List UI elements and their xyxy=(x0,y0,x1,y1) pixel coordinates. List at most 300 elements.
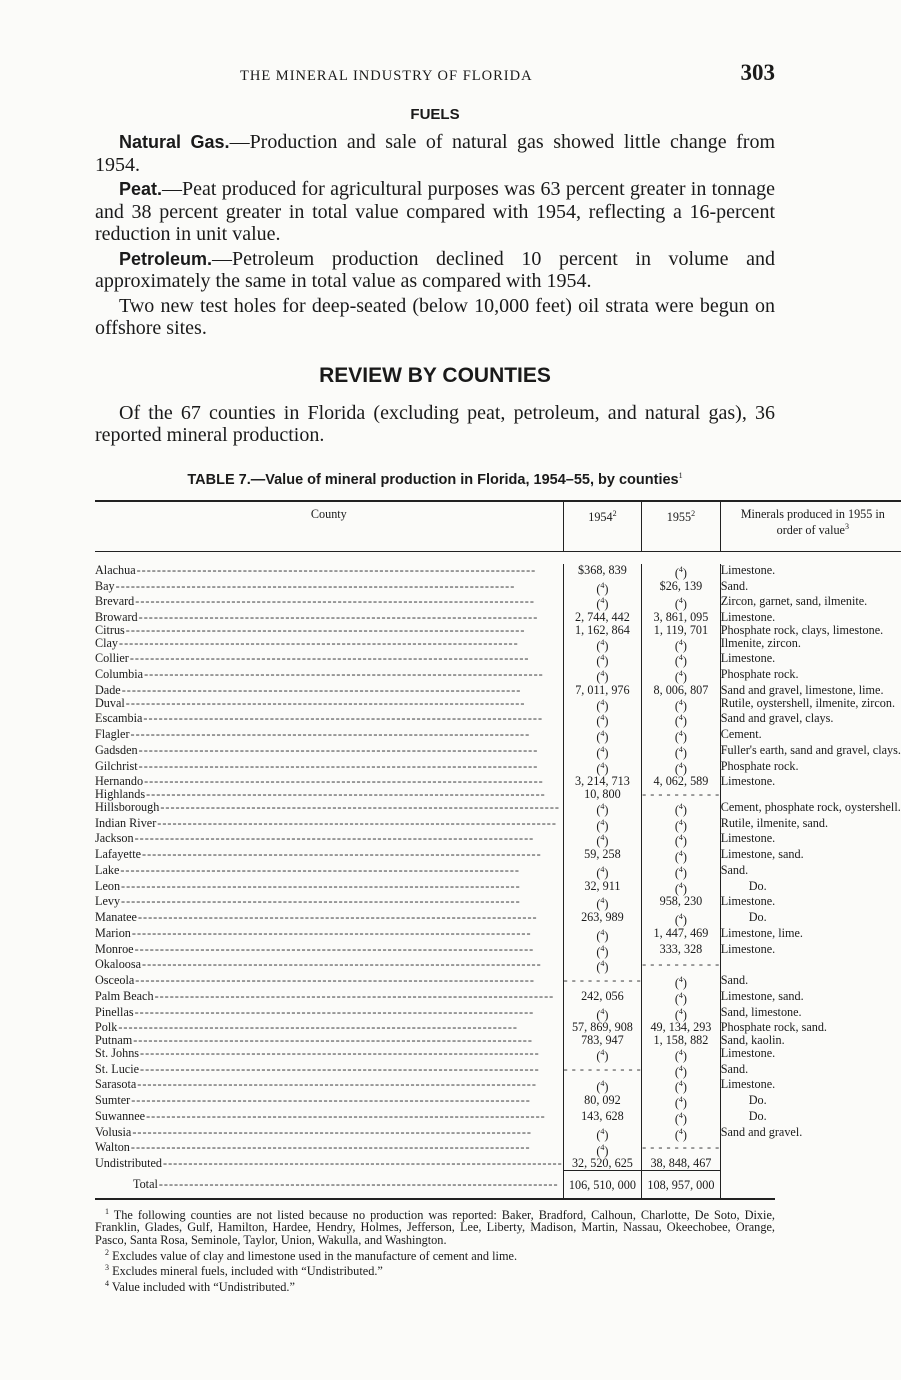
paragraph-text: —Production and sale of natural gas showed little change from 1954. xyxy=(95,131,775,176)
cell-1955: ($^4$) xyxy=(642,1094,721,1110)
cell-1954: ($^4$) xyxy=(563,817,642,833)
county-name: Suwannee xyxy=(95,1108,146,1123)
cell-county xyxy=(95,990,563,1006)
dot-leader xyxy=(159,1178,563,1191)
paragraph-text: —Petroleum production declined 10 percent in volume and approximately the same in total value as compared with 1954. xyxy=(95,247,775,292)
cell-1954: 7, 011, 976 xyxy=(563,684,642,697)
cell-minerals: Sand and gravel, limestone, lime. xyxy=(720,682,884,697)
table-row xyxy=(95,788,901,801)
dot-leader xyxy=(137,564,563,577)
dot-leader xyxy=(132,927,563,940)
cell-county xyxy=(95,760,563,776)
cell-1955: ($^4$) xyxy=(642,974,721,990)
table-row xyxy=(95,1047,901,1063)
cell-1955: ($^4$) xyxy=(642,744,721,760)
table-caption-label: TABLE 7. xyxy=(187,471,251,488)
cell-1955: ($^4$) xyxy=(642,880,721,896)
paragraph-text: —Peat produced for agricultural purposes was 63 percent greater in tonnage and 38 percent greater in total value compared with 1954, reflecting a 16-percent reduction in unit value. xyxy=(95,178,775,245)
dot-leader xyxy=(133,1034,562,1047)
cell-county xyxy=(95,1006,563,1022)
county-name: Manatee xyxy=(95,910,137,925)
cell-1954: ($^4$) xyxy=(563,712,642,728)
county-name: Levy xyxy=(95,894,121,909)
dot-leader xyxy=(121,880,563,893)
table-row xyxy=(95,848,901,864)
table-row xyxy=(95,801,901,817)
fuels-heading: FUELS xyxy=(410,106,460,123)
cell-county xyxy=(95,1094,563,1110)
dot-leader xyxy=(137,1078,562,1091)
cell-minerals: Limestone. xyxy=(720,894,776,909)
dot-leader xyxy=(116,580,563,593)
county-name: Escambia xyxy=(95,711,143,726)
page-number: 303 xyxy=(740,60,775,85)
fuels-paragraph xyxy=(95,178,775,246)
county-name: Hillsborough xyxy=(95,799,160,814)
dot-leader xyxy=(139,611,563,624)
empty-value-dashes: - - - - - - - - - - xyxy=(642,957,720,972)
empty-value-dashes: - - - - - - - - - - xyxy=(642,1140,720,1155)
cell-county xyxy=(95,637,563,653)
table-row xyxy=(95,832,901,848)
review-paragraph: Of the 67 counties in Florida (excluding peat, petroleum, and natural gas), 36 reported mineral production. xyxy=(95,401,775,446)
table-row xyxy=(95,974,901,990)
cell-minerals: Limestone. xyxy=(720,941,776,956)
cell-1954: ($^4$) xyxy=(563,595,642,611)
cell-minerals: Limestone, sand. xyxy=(720,988,804,1003)
cell-1955: 3, 861, 095 xyxy=(642,611,721,624)
cell-county xyxy=(95,611,563,624)
table-row xyxy=(95,712,901,728)
footnote-text: The following counties are not listed because no production was reported: Baker, Bradford, Calhoun, Charlotte, De Soto, Dixie, Franklin, Glades, Gulf, Hamilton, Hardee, Hendry, Holmes, Jefferson, Lee, Liberty, Madison, Martin, Nassau, Okeechobee, Orange, Pasco, Santa Rosa, Seminole, Taylor, Union, Wakulla, and Washington. xyxy=(95,1207,775,1247)
county-name: Gadsden xyxy=(95,742,138,757)
cell-1954: 783, 947 xyxy=(563,1034,642,1047)
cell-1954: 10, 800 xyxy=(563,788,642,801)
county-name: Putnam xyxy=(95,1033,133,1048)
page xyxy=(95,60,901,1294)
dot-leader xyxy=(140,1063,563,1076)
table-row xyxy=(95,864,901,880)
footnote xyxy=(95,1278,775,1294)
dot-leader xyxy=(139,760,563,773)
county-name: Leon xyxy=(95,878,121,893)
county-name: Marion xyxy=(95,925,131,940)
dot-leader xyxy=(122,684,563,697)
cell-county xyxy=(95,974,563,990)
cell-county xyxy=(95,895,563,911)
cell-county xyxy=(95,848,563,864)
cell-1954: 32, 911 xyxy=(563,880,642,896)
cell-county xyxy=(95,684,563,697)
fuels-body xyxy=(95,131,775,340)
county-value-table xyxy=(95,500,901,1197)
cell-minerals: Limestone. xyxy=(720,831,776,846)
table-row xyxy=(95,1034,901,1047)
table-row xyxy=(95,595,901,611)
cell-1954: 57, 869, 908 xyxy=(563,1021,642,1034)
cell-minerals: Sand. xyxy=(720,862,749,877)
cell-minerals: Limestone, lime. xyxy=(720,925,803,940)
cell-1955: $26, 139 xyxy=(642,580,721,596)
county-name: Volusia xyxy=(95,1124,132,1139)
cell-1955: ($^4$) xyxy=(642,728,721,744)
cell-1955: ($^4$) xyxy=(642,817,721,833)
total-1954: 106, 510, 000 xyxy=(563,1170,642,1197)
dot-leader xyxy=(143,712,562,725)
table-caption-text: —Value of mineral production in Florida, 1954–55, by counties xyxy=(250,471,679,488)
cell-county xyxy=(95,1141,563,1157)
total-minerals-empty xyxy=(720,1170,901,1197)
dot-leader xyxy=(132,1126,562,1139)
county-name: Broward xyxy=(95,610,138,625)
table-bottom-rule xyxy=(95,1198,775,1200)
cell-minerals: Limestone. xyxy=(720,1045,776,1060)
cell-1955: 958, 230 xyxy=(642,895,721,911)
total-label: Total xyxy=(133,1177,158,1192)
cell-county xyxy=(95,958,563,974)
empty-value-dashes: - - - - - - - - - - xyxy=(563,1061,642,1076)
cell-1954: 263, 989 xyxy=(563,911,642,927)
cell-1954 xyxy=(563,1063,642,1079)
paragraph-lead: Petroleum. xyxy=(119,248,213,269)
cell-1954 xyxy=(563,974,642,990)
footnote xyxy=(95,1247,775,1263)
cell-minerals: Sand. xyxy=(720,578,749,593)
county-name: St. Johns xyxy=(95,1045,140,1060)
cell-minerals: Limestone. xyxy=(720,651,776,666)
table-body xyxy=(95,551,901,1197)
county-name: Brevard xyxy=(95,594,135,609)
table-row xyxy=(95,760,901,776)
cell-1955: 8, 006, 807 xyxy=(642,684,721,697)
dot-leader xyxy=(135,832,563,845)
cell-1955: ($^4$) xyxy=(642,760,721,776)
empty-value-dashes: - - - - - - - - - - xyxy=(642,787,720,802)
cell-1954: 3, 214, 713 xyxy=(563,775,642,788)
footnote-mark: 3 xyxy=(105,1263,109,1273)
table-row xyxy=(95,652,901,668)
dot-leader xyxy=(135,943,563,956)
header-county: County xyxy=(95,501,563,551)
table-row xyxy=(95,927,901,943)
cell-1955: ($^4$) xyxy=(642,864,721,880)
cell-county xyxy=(95,712,563,728)
table-row xyxy=(95,1126,901,1142)
cell-minerals: Do. xyxy=(748,910,767,925)
cell-1954: ($^4$) xyxy=(563,728,642,744)
running-title: THE MINERAL INDUSTRY OF FLORIDA xyxy=(240,68,533,84)
cell-1955: ($^4$) xyxy=(642,595,721,611)
cell-1955: ($^4$) xyxy=(642,1110,721,1126)
cell-1955: ($^4$) xyxy=(642,637,721,653)
table-row xyxy=(95,911,901,927)
cell-1954: ($^4$) xyxy=(563,832,642,848)
cell-1954: ($^4$) xyxy=(563,895,642,911)
cell-1955: ($^4$) xyxy=(642,652,721,668)
county-name: Monroe xyxy=(95,941,134,956)
dot-leader xyxy=(126,624,563,637)
cell-minerals: Sand and gravel. xyxy=(720,1124,803,1139)
table-row xyxy=(95,637,901,653)
cell-total-label xyxy=(95,1170,563,1197)
cell-1954: ($^4$) xyxy=(563,1006,642,1022)
dot-leader xyxy=(139,744,563,757)
table-row xyxy=(95,943,901,959)
cell-county xyxy=(95,624,563,637)
dot-leader xyxy=(135,974,562,987)
cell-1954: ($^4$) xyxy=(563,580,642,596)
cell-1955: ($^4$) xyxy=(642,848,721,864)
dot-leader xyxy=(135,1006,563,1019)
table-row xyxy=(95,1110,901,1126)
footnote-mark: 2 xyxy=(105,1247,109,1257)
table-row xyxy=(95,1141,901,1157)
cell-1954: 2, 744, 442 xyxy=(563,611,642,624)
cell-county xyxy=(95,801,563,817)
cell-minerals: Cement. xyxy=(720,727,762,742)
table-row xyxy=(95,1063,901,1079)
cell-1955: ($^4$) xyxy=(642,1078,721,1094)
cell-1955: ($^4$) xyxy=(642,801,721,817)
county-name: Pinellas xyxy=(95,1004,134,1019)
cell-1955: 1, 158, 882 xyxy=(642,1034,721,1047)
footnote-text: Excludes value of clay and limestone used in the manufacture of cement and lime. xyxy=(112,1248,518,1263)
cell-county xyxy=(95,728,563,744)
county-name: Lafayette xyxy=(95,847,142,862)
cell-minerals: Sand. xyxy=(720,1061,749,1076)
footnotes xyxy=(95,1206,775,1294)
cell-1955: 1, 447, 469 xyxy=(642,927,721,943)
cell-1954: ($^4$) xyxy=(563,1126,642,1142)
dot-leader xyxy=(131,728,563,741)
table-row xyxy=(95,580,901,596)
table-row xyxy=(95,1157,901,1170)
cell-county xyxy=(95,927,563,943)
cell-1954: ($^4$) xyxy=(563,637,642,653)
cell-1954: 143, 628 xyxy=(563,1110,642,1126)
table-total-row xyxy=(95,1170,901,1197)
cell-1954: ($^4$) xyxy=(563,697,642,713)
cell-1954: 80, 092 xyxy=(563,1094,642,1110)
table-header-row xyxy=(95,501,901,551)
county-name: Bay xyxy=(95,578,115,593)
paragraph-text: Two new test holes for deep-seated (below 10,000 feet) oil strata were begun on offshore sites. xyxy=(95,294,775,339)
table-row xyxy=(95,744,901,760)
county-name: Hernando xyxy=(95,774,144,789)
cell-county xyxy=(95,652,563,668)
county-name: Gilchrist xyxy=(95,758,138,773)
county-name: Indian River xyxy=(95,815,157,830)
cell-county xyxy=(95,668,563,684)
cell-county xyxy=(95,880,563,896)
dot-leader xyxy=(119,637,563,650)
cell-county xyxy=(95,788,563,801)
table-row xyxy=(95,880,901,896)
cell-1955: ($^4$) xyxy=(642,990,721,1006)
cell-minerals xyxy=(720,1141,901,1157)
cell-1954: $368, 839 xyxy=(563,564,642,580)
cell-county xyxy=(95,1157,563,1170)
dot-leader xyxy=(138,911,563,924)
cell-1955: ($^4$) xyxy=(642,564,721,580)
cell-minerals: Rutile, oystershell, ilmenite, zircon. xyxy=(720,695,895,710)
county-name: Alachua xyxy=(95,562,136,577)
footnote-text: Value included with “Undistributed.” xyxy=(111,1279,295,1294)
county-name: Sumter xyxy=(95,1093,131,1108)
cell-county xyxy=(95,595,563,611)
county-name: Highlands xyxy=(95,787,146,802)
dot-leader xyxy=(140,1047,563,1060)
county-name: Lake xyxy=(95,862,120,877)
cell-minerals: Limestone, sand. xyxy=(720,847,804,862)
table-row xyxy=(95,1006,901,1022)
county-name: Palm Beach xyxy=(95,988,154,1003)
cell-1955: ($^4$) xyxy=(642,832,721,848)
table-row xyxy=(95,1078,901,1094)
cell-minerals xyxy=(720,1157,901,1170)
cell-1954: 242, 056 xyxy=(563,990,642,1006)
cell-minerals: Cement, phosphate rock, oystershell. xyxy=(720,799,901,814)
cell-minerals: Limestone. xyxy=(720,774,776,789)
county-name: Walton xyxy=(95,1140,130,1155)
table-row xyxy=(95,817,901,833)
dot-leader xyxy=(131,1094,562,1107)
header-1954: 1954$^2$ xyxy=(563,501,642,551)
dot-leader xyxy=(144,668,563,681)
cell-1955: 333, 328 xyxy=(642,943,721,959)
fuels-paragraph xyxy=(95,248,775,293)
table-row xyxy=(95,728,901,744)
cell-minerals: Do. xyxy=(748,878,767,893)
cell-minerals: Rutile, ilmenite, sand. xyxy=(720,815,828,830)
county-name: Columbia xyxy=(95,667,144,682)
table-caption xyxy=(95,471,775,489)
fuels-paragraph xyxy=(95,131,775,176)
table-caption-note: 1 xyxy=(678,470,683,480)
fuels-paragraph xyxy=(95,295,775,340)
table-row xyxy=(95,990,901,1006)
dot-leader xyxy=(163,1157,563,1170)
cell-county xyxy=(95,1034,563,1047)
table-row xyxy=(95,684,901,697)
cell-1954: ($^4$) xyxy=(563,1078,642,1094)
cell-minerals: Phosphate rock. xyxy=(720,758,799,773)
footnote-mark: 1 xyxy=(105,1206,109,1216)
cell-1955: 1, 119, 701 xyxy=(642,624,721,637)
cell-minerals: Limestone. xyxy=(720,562,776,577)
cell-minerals: Do. xyxy=(748,1093,767,1108)
dot-leader xyxy=(142,848,563,861)
header-minerals: Minerals produced in 1955 in order of value$^3$ xyxy=(720,501,901,551)
table-row xyxy=(95,624,901,637)
cell-1954: 1, 162, 864 xyxy=(563,624,642,637)
table-row xyxy=(95,697,901,713)
cell-county xyxy=(95,564,563,580)
county-name: Clay xyxy=(95,635,119,650)
cell-county xyxy=(95,943,563,959)
cell-county xyxy=(95,1063,563,1079)
cell-minerals xyxy=(720,958,901,974)
cell-minerals xyxy=(720,788,901,801)
empty-value-dashes: - - - - - - - - - - xyxy=(563,973,642,988)
dot-leader xyxy=(146,1110,563,1123)
cell-1955 xyxy=(642,788,721,801)
cell-county xyxy=(95,911,563,927)
footnote-mark: 4 xyxy=(105,1278,109,1288)
county-name: Collier xyxy=(95,651,129,666)
cell-1955: ($^4$) xyxy=(642,1126,721,1142)
dot-leader xyxy=(131,1141,563,1154)
cell-minerals: Phosphate rock, clays, limestone. xyxy=(720,622,884,637)
table-row xyxy=(95,668,901,684)
cell-county xyxy=(95,817,563,833)
cell-1955: 4, 062, 589 xyxy=(642,775,721,788)
cell-minerals: Sand, limestone. xyxy=(720,1004,802,1019)
county-name: Dade xyxy=(95,682,121,697)
cell-1955 xyxy=(642,1141,721,1157)
county-name: Okaloosa xyxy=(95,957,142,972)
cell-minerals: Sand, kaolin. xyxy=(720,1033,785,1048)
county-name: Osceola xyxy=(95,973,135,988)
dot-leader xyxy=(146,788,563,801)
cell-1954: ($^4$) xyxy=(563,943,642,959)
county-name: Flagler xyxy=(95,727,130,742)
dot-leader xyxy=(121,895,563,908)
cell-county xyxy=(95,1110,563,1126)
dot-leader xyxy=(126,697,563,710)
header-1955: 1955$^2$ xyxy=(642,501,721,551)
cell-1955: 49, 134, 293 xyxy=(642,1021,721,1034)
cell-1955: ($^4$) xyxy=(642,697,721,713)
cell-1955: 38, 848, 467 xyxy=(642,1157,721,1170)
cell-county xyxy=(95,832,563,848)
cell-1955 xyxy=(642,958,721,974)
cell-1954: ($^4$) xyxy=(563,801,642,817)
dot-leader xyxy=(135,595,562,608)
cell-county xyxy=(95,580,563,596)
cell-minerals: Phosphate rock, sand. xyxy=(720,1020,827,1035)
cell-1955: ($^4$) xyxy=(642,668,721,684)
spacer-row xyxy=(95,551,901,564)
footnote xyxy=(95,1206,775,1247)
footnote-text: Excludes mineral fuels, included with “Undistributed.” xyxy=(112,1264,383,1279)
county-name: Citrus xyxy=(95,622,125,637)
cell-county xyxy=(95,744,563,760)
county-name: Undistributed xyxy=(95,1156,163,1171)
table-row xyxy=(95,895,901,911)
cell-1954: ($^4$) xyxy=(563,744,642,760)
cell-1955: ($^4$) xyxy=(642,1006,721,1022)
cell-1954: ($^4$) xyxy=(563,652,642,668)
county-name: Duval xyxy=(95,695,125,710)
county-name: Sarasota xyxy=(95,1077,137,1092)
cell-minerals: Sand and gravel, clays. xyxy=(720,711,834,726)
paragraph-lead: Natural Gas. xyxy=(119,132,230,152)
cell-minerals: Limestone. xyxy=(720,610,776,625)
cell-1954: 59, 258 xyxy=(563,848,642,864)
cell-county xyxy=(95,697,563,713)
county-name: Jackson xyxy=(95,831,134,846)
cell-minerals: Do. xyxy=(748,1108,767,1123)
total-1955: 108, 957, 000 xyxy=(642,1170,721,1197)
cell-1955: ($^4$) xyxy=(642,1047,721,1063)
table-row xyxy=(95,958,901,974)
cell-1954: ($^4$) xyxy=(563,927,642,943)
cell-1954: ($^4$) xyxy=(563,668,642,684)
cell-minerals: Sand. xyxy=(720,973,749,988)
table-row xyxy=(95,1094,901,1110)
cell-1954: ($^4$) xyxy=(563,864,642,880)
